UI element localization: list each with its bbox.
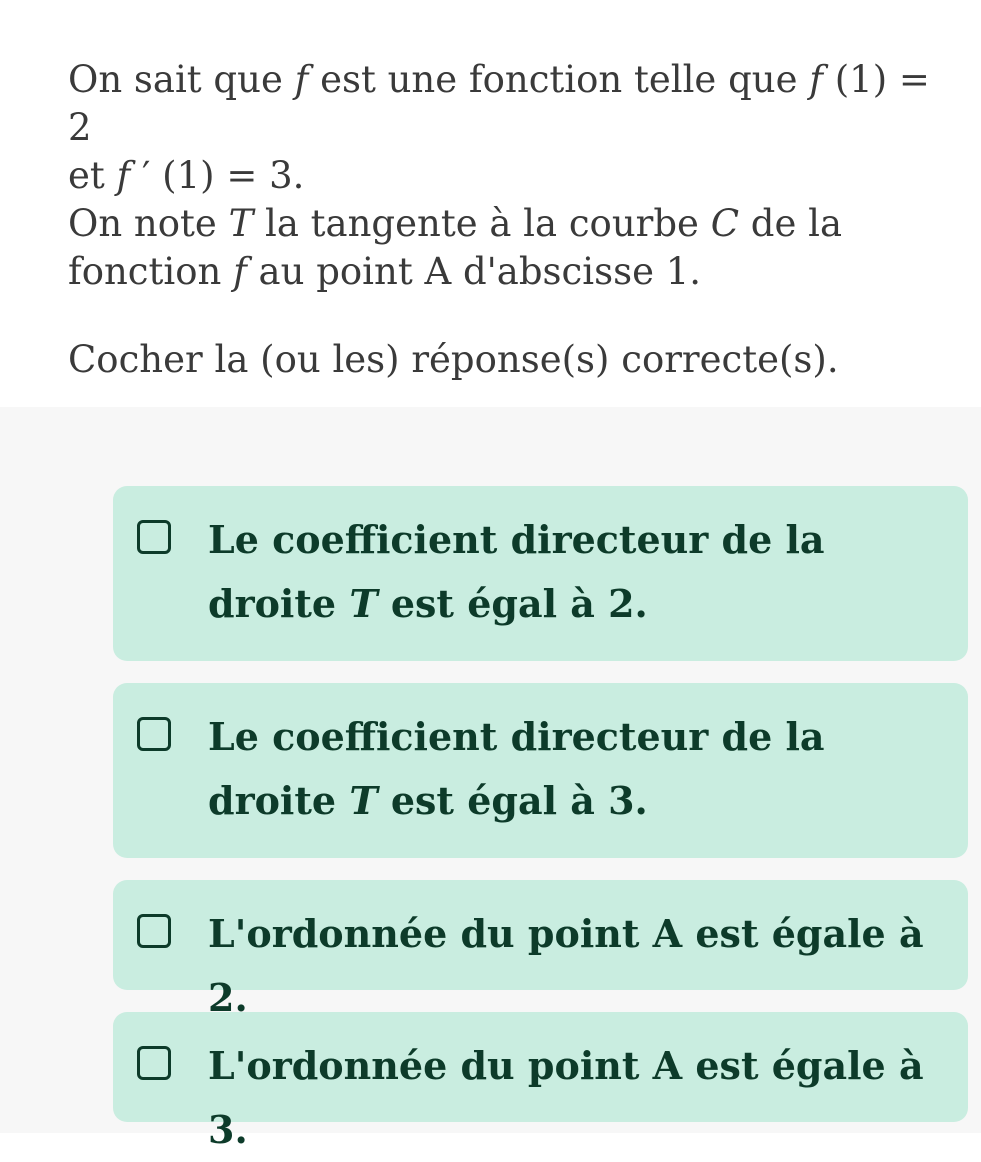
math-variable-f: f [233,250,247,293]
question-block [0,0,981,407]
checkbox-icon[interactable] [137,520,171,554]
checkbox-icon[interactable] [137,1046,171,1080]
math-variable-T: T [349,778,378,823]
answer-text-segment: Le coefficient directeur de la droite [208,714,825,823]
answer-text-segment: Le coefficient directeur de la droite [208,517,825,626]
question-text-segment: On sait que [68,58,295,101]
math-variable-T: T [349,581,378,626]
answers-list [0,407,981,1152]
checkbox-icon[interactable] [137,717,171,751]
question-text-segment: de la [739,202,843,245]
answer-text-segment: est égal à 2. [377,581,648,626]
answer-option-label: L'ordonnée du point A est égale à 2. [208,911,924,1020]
question-text-segment: et [68,154,117,197]
question-text-segment: au point A d'abscisse 1. [246,250,702,293]
question-text-segment: On note [68,202,229,245]
math-variable-C: C [710,202,740,245]
math-expression: ′ (1) = 3. [130,154,305,197]
math-variable-T: T [228,202,254,245]
answer-text-segment: est égal à 3. [377,778,648,823]
math-expression: (1) = 2 [68,58,930,149]
answer-option-label [208,705,828,833]
answer-option-2[interactable] [113,683,968,858]
checkbox-icon[interactable] [137,914,171,948]
math-variable-f: f [116,154,131,197]
question-instruction: Cocher la (ou les) réponse(s) correcte(s). [68,338,839,381]
answer-option-1[interactable] [113,486,968,661]
question-text-segment: fonction [68,250,234,293]
question-text [68,56,961,296]
question-text-segment: est une fonction telle que [308,58,810,101]
math-variable-f: f [294,58,309,101]
math-variable-f: f [809,58,823,101]
answer-option-3[interactable] [113,880,968,1020]
question-text-segment: la tangente à la courbe [253,202,711,245]
answer-option-label: L'ordonnée du point A est égale à 3. [208,1043,924,1152]
answer-option-label [208,508,828,636]
